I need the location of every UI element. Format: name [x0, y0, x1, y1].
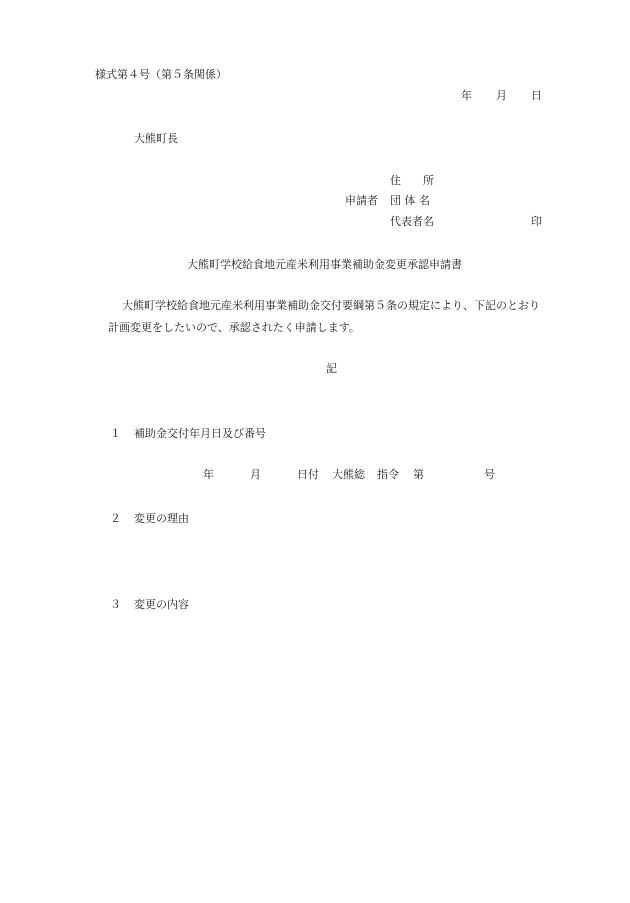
- ref-dai: 第: [413, 468, 424, 481]
- ref-directive: 指令: [377, 468, 399, 481]
- applicant-org-label: 団 体 名: [390, 194, 430, 207]
- item-3-label: 変更の内容: [134, 598, 189, 611]
- body-line-2: 計画変更をしたいので、承認されたく申請します。: [108, 321, 360, 334]
- ref-year: 年: [203, 468, 214, 481]
- applicant-rep-label: 代表者名: [390, 215, 434, 228]
- date-day: 日: [531, 89, 542, 102]
- ref-month: 月: [250, 468, 261, 481]
- item-3-number: ３: [110, 598, 121, 611]
- applicant-address-label: 住 所: [390, 174, 434, 187]
- body-line-1: 大熊町学校給食地元産米利用事業補助金交付要綱第５条の規定により、下記のとおり: [122, 299, 540, 312]
- item-1-label: 補助金交付年月日及び番号: [134, 427, 266, 440]
- ref-dated: 日付: [297, 468, 319, 481]
- date-month: 月: [496, 89, 507, 102]
- item-2-number: ２: [110, 512, 121, 525]
- applicant-role-label: 申請者: [345, 194, 378, 207]
- item-1-number: １: [110, 427, 121, 440]
- document-title: 大熊町学校給食地元産米利用事業補助金変更承認申請書: [187, 258, 462, 271]
- ref-office: 大熊総: [332, 468, 365, 481]
- ki-heading: 記: [326, 362, 337, 375]
- addressee: 大熊町長: [134, 132, 178, 145]
- ref-go: 号: [484, 468, 495, 481]
- seal-mark: 印: [531, 215, 542, 228]
- date-year: 年: [461, 89, 472, 102]
- form-label: 様式第４号（第５条関係）: [95, 68, 227, 81]
- item-2-label: 変更の理由: [134, 512, 189, 525]
